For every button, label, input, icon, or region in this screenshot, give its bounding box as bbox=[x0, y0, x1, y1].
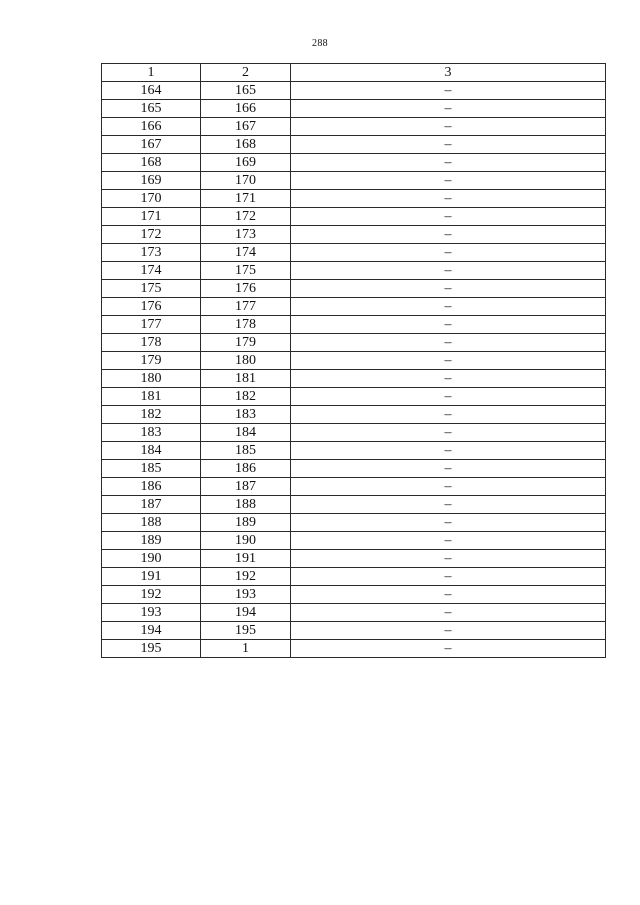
table-cell-col-3: – bbox=[291, 172, 606, 190]
table-cell-col-1: 195 bbox=[102, 640, 201, 658]
table-cell-col-1: 176 bbox=[102, 298, 201, 316]
table-cell-col-3: – bbox=[291, 604, 606, 622]
table-cell-col-2: 188 bbox=[201, 496, 291, 514]
table-cell-col-2: 174 bbox=[201, 244, 291, 262]
table-row bbox=[102, 640, 606, 658]
table-cell-col-3: – bbox=[291, 622, 606, 640]
table-cell-col-3: – bbox=[291, 442, 606, 460]
table-row bbox=[102, 82, 606, 100]
table-cell-col-1: 170 bbox=[102, 190, 201, 208]
table-cell-col-3: – bbox=[291, 208, 606, 226]
table-row bbox=[102, 100, 606, 118]
table-cell-col-2: 1 bbox=[201, 640, 291, 658]
table-cell-col-1: 188 bbox=[102, 514, 201, 532]
table-row bbox=[102, 424, 606, 442]
table-cell-col-2: 189 bbox=[201, 514, 291, 532]
data-table bbox=[101, 63, 606, 658]
table-cell-col-2: 182 bbox=[201, 388, 291, 406]
table-cell-col-2: 178 bbox=[201, 316, 291, 334]
table-cell-col-1: 187 bbox=[102, 496, 201, 514]
header-row bbox=[102, 64, 606, 82]
table-cell-col-3: – bbox=[291, 406, 606, 424]
table-cell-col-2: 195 bbox=[201, 622, 291, 640]
table-cell-col-1: 175 bbox=[102, 280, 201, 298]
table-row bbox=[102, 244, 606, 262]
table-cell-col-2: 175 bbox=[201, 262, 291, 280]
table-cell-col-1: 177 bbox=[102, 316, 201, 334]
table-cell-col-1: 189 bbox=[102, 532, 201, 550]
table-row bbox=[102, 478, 606, 496]
table-cell-col-2: 190 bbox=[201, 532, 291, 550]
header-cell-1: 1 bbox=[102, 64, 201, 82]
table-row bbox=[102, 136, 606, 154]
table-cell-col-3: – bbox=[291, 190, 606, 208]
table-cell-col-3: – bbox=[291, 640, 606, 658]
table-row bbox=[102, 514, 606, 532]
table-cell-col-1: 171 bbox=[102, 208, 201, 226]
table-cell-col-2: 169 bbox=[201, 154, 291, 172]
table-cell-col-3: – bbox=[291, 82, 606, 100]
table-cell-col-1: 169 bbox=[102, 172, 201, 190]
table-cell-col-1: 168 bbox=[102, 154, 201, 172]
table-cell-col-2: 170 bbox=[201, 172, 291, 190]
table-cell-col-2: 177 bbox=[201, 298, 291, 316]
table-cell-col-1: 180 bbox=[102, 370, 201, 388]
table-cell-col-1: 184 bbox=[102, 442, 201, 460]
table-cell-col-3: – bbox=[291, 352, 606, 370]
header-cell-3: 3 bbox=[291, 64, 606, 82]
table-row bbox=[102, 316, 606, 334]
table-row bbox=[102, 496, 606, 514]
table-cell-col-2: 179 bbox=[201, 334, 291, 352]
table-row bbox=[102, 604, 606, 622]
table-cell-col-1: 165 bbox=[102, 100, 201, 118]
table-cell-col-3: – bbox=[291, 154, 606, 172]
table-row bbox=[102, 406, 606, 424]
table-cell-col-2: 186 bbox=[201, 460, 291, 478]
table-cell-col-1: 190 bbox=[102, 550, 201, 568]
table-row bbox=[102, 442, 606, 460]
table-row bbox=[102, 172, 606, 190]
table-cell-col-2: 171 bbox=[201, 190, 291, 208]
table-cell-col-2: 187 bbox=[201, 478, 291, 496]
table-row bbox=[102, 568, 606, 586]
table-cell-col-1: 172 bbox=[102, 226, 201, 244]
page-number: 288 bbox=[312, 38, 328, 49]
table-cell-col-1: 174 bbox=[102, 262, 201, 280]
table-cell-col-1: 193 bbox=[102, 604, 201, 622]
table-cell-col-2: 173 bbox=[201, 226, 291, 244]
table-cell-col-2: 185 bbox=[201, 442, 291, 460]
table-cell-col-1: 191 bbox=[102, 568, 201, 586]
table-cell-col-2: 168 bbox=[201, 136, 291, 154]
table-cell-col-3: – bbox=[291, 262, 606, 280]
table-cell-col-1: 183 bbox=[102, 424, 201, 442]
table-cell-col-2: 176 bbox=[201, 280, 291, 298]
table-cell-col-3: – bbox=[291, 118, 606, 136]
table-cell-col-3: – bbox=[291, 478, 606, 496]
table-row bbox=[102, 460, 606, 478]
table-cell-col-1: 164 bbox=[102, 82, 201, 100]
table-cell-col-3: – bbox=[291, 532, 606, 550]
header-cell-2: 2 bbox=[201, 64, 291, 82]
table-cell-col-3: – bbox=[291, 460, 606, 478]
table-cell-col-2: 172 bbox=[201, 208, 291, 226]
table-cell-col-2: 166 bbox=[201, 100, 291, 118]
table-cell-col-2: 191 bbox=[201, 550, 291, 568]
table-cell-col-2: 167 bbox=[201, 118, 291, 136]
table-cell-col-1: 194 bbox=[102, 622, 201, 640]
table-cell-col-2: 192 bbox=[201, 568, 291, 586]
table-cell-col-1: 178 bbox=[102, 334, 201, 352]
table-cell-col-1: 186 bbox=[102, 478, 201, 496]
table-cell-col-3: – bbox=[291, 226, 606, 244]
table-cell-col-2: 193 bbox=[201, 586, 291, 604]
table-row bbox=[102, 352, 606, 370]
table-cell-col-3: – bbox=[291, 424, 606, 442]
table-cell-col-3: – bbox=[291, 550, 606, 568]
table-cell-col-1: 182 bbox=[102, 406, 201, 424]
table-cell-col-1: 192 bbox=[102, 586, 201, 604]
table-header bbox=[102, 64, 606, 82]
table-row bbox=[102, 298, 606, 316]
table-cell-col-1: 179 bbox=[102, 352, 201, 370]
table-cell-col-2: 183 bbox=[201, 406, 291, 424]
table-row bbox=[102, 208, 606, 226]
table-cell-col-3: – bbox=[291, 514, 606, 532]
table-cell-col-3: – bbox=[291, 388, 606, 406]
table-row bbox=[102, 334, 606, 352]
table-cell-col-2: 181 bbox=[201, 370, 291, 388]
table-cell-col-3: – bbox=[291, 316, 606, 334]
table-cell-col-2: 180 bbox=[201, 352, 291, 370]
table-row bbox=[102, 532, 606, 550]
table-cell-col-3: – bbox=[291, 136, 606, 154]
table-cell-col-2: 194 bbox=[201, 604, 291, 622]
table-row bbox=[102, 388, 606, 406]
table-body bbox=[102, 82, 606, 658]
table-cell-col-2: 184 bbox=[201, 424, 291, 442]
table-cell-col-3: – bbox=[291, 100, 606, 118]
table-row bbox=[102, 190, 606, 208]
table-cell-col-3: – bbox=[291, 568, 606, 586]
table-row bbox=[102, 262, 606, 280]
table-cell-col-2: 165 bbox=[201, 82, 291, 100]
table-cell-col-3: – bbox=[291, 334, 606, 352]
table-row bbox=[102, 586, 606, 604]
table-cell-col-1: 167 bbox=[102, 136, 201, 154]
table-cell-col-3: – bbox=[291, 244, 606, 262]
table-row bbox=[102, 280, 606, 298]
table-cell-col-3: – bbox=[291, 280, 606, 298]
table-row bbox=[102, 370, 606, 388]
table-row bbox=[102, 118, 606, 136]
table-cell-col-1: 166 bbox=[102, 118, 201, 136]
table-cell-col-1: 185 bbox=[102, 460, 201, 478]
table-row bbox=[102, 622, 606, 640]
table-cell-col-1: 173 bbox=[102, 244, 201, 262]
table-cell-col-3: – bbox=[291, 586, 606, 604]
table-cell-col-3: – bbox=[291, 496, 606, 514]
table-cell-col-1: 181 bbox=[102, 388, 201, 406]
table-row bbox=[102, 154, 606, 172]
table-row bbox=[102, 550, 606, 568]
table-cell-col-3: – bbox=[291, 298, 606, 316]
table-cell-col-3: – bbox=[291, 370, 606, 388]
table-row bbox=[102, 226, 606, 244]
